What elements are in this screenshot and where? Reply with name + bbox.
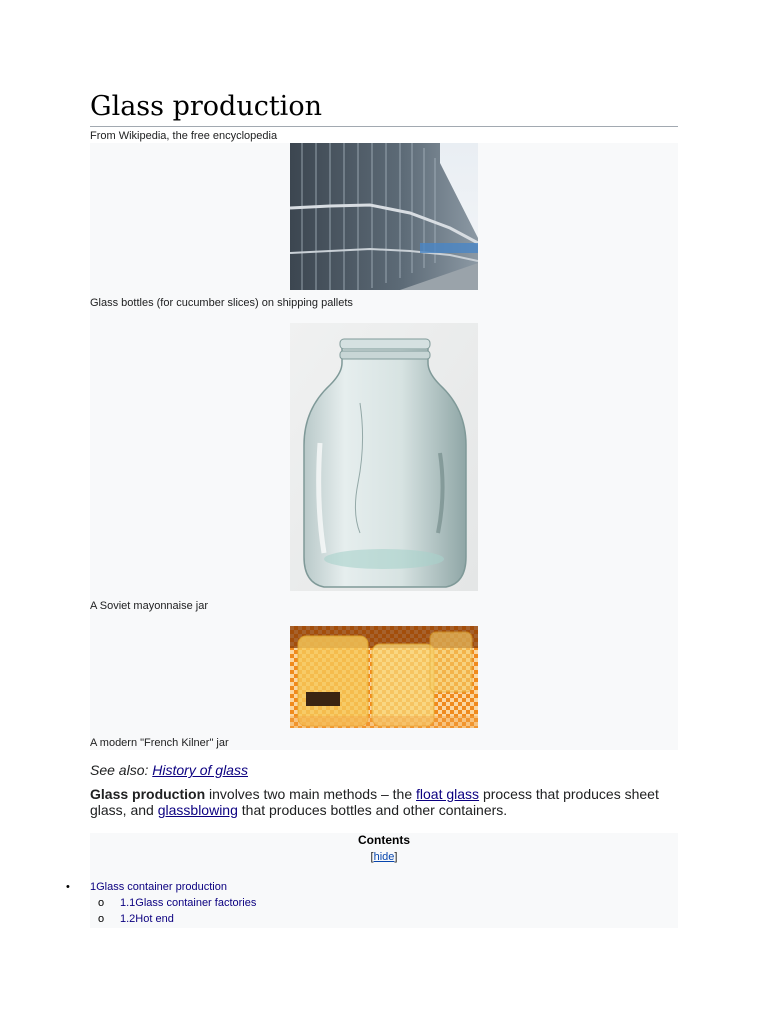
bracket: [ <box>370 851 374 863</box>
toc-bullet: • <box>66 881 70 893</box>
intro-text: process that produces sheet glass, and <box>90 786 659 818</box>
toc-title: Contents <box>358 833 410 847</box>
see-also-prefix: See also: <box>90 762 153 778</box>
image-french-kilner-jar[interactable] <box>290 626 478 728</box>
toc-item[interactable] <box>120 913 174 925</box>
intro-text: that produces bottles and other containers. <box>237 802 508 818</box>
figure-caption: A modern "French Kilner" jar <box>90 737 229 749</box>
toc-number: 1.2 <box>120 913 136 925</box>
bold-term: Glass production <box>90 786 206 802</box>
intro-paragraph <box>90 786 680 818</box>
toc-label: Hot end <box>135 913 174 925</box>
history-of-glass-link[interactable]: History of glass <box>152 762 248 778</box>
toc-number: 1 <box>90 881 97 893</box>
toc-item[interactable] <box>120 897 256 909</box>
page-title: Glass production <box>90 88 678 127</box>
image-soviet-mayonnaise-jar[interactable] <box>290 323 478 591</box>
site-tagline: From Wikipedia, the free encyclopedia <box>90 130 278 142</box>
toc-label: Glass container production <box>96 881 227 893</box>
toc-number: 1.1 <box>120 897 136 909</box>
toc-item[interactable] <box>90 881 227 893</box>
toc-hide-link[interactable]: hide <box>373 851 395 863</box>
image-glass-bottles-pallets[interactable] <box>290 143 478 290</box>
toc-toggle <box>90 851 678 863</box>
toc-bullet: o <box>98 913 105 925</box>
bracket: ] <box>394 851 398 863</box>
toc-label: Glass container factories <box>135 897 257 909</box>
see-also-hatnote <box>90 762 248 778</box>
figure-caption: Glass bottles (for cucumber slices) on shipping pallets <box>90 297 353 309</box>
figure-caption: A Soviet mayonnaise jar <box>90 600 209 612</box>
float-glass-link[interactable]: float glass <box>416 786 480 802</box>
toc-bullet: o <box>98 897 105 909</box>
intro-text: involves two main methods – the <box>205 786 417 802</box>
glassblowing-link[interactable]: glassblowing <box>157 802 238 818</box>
